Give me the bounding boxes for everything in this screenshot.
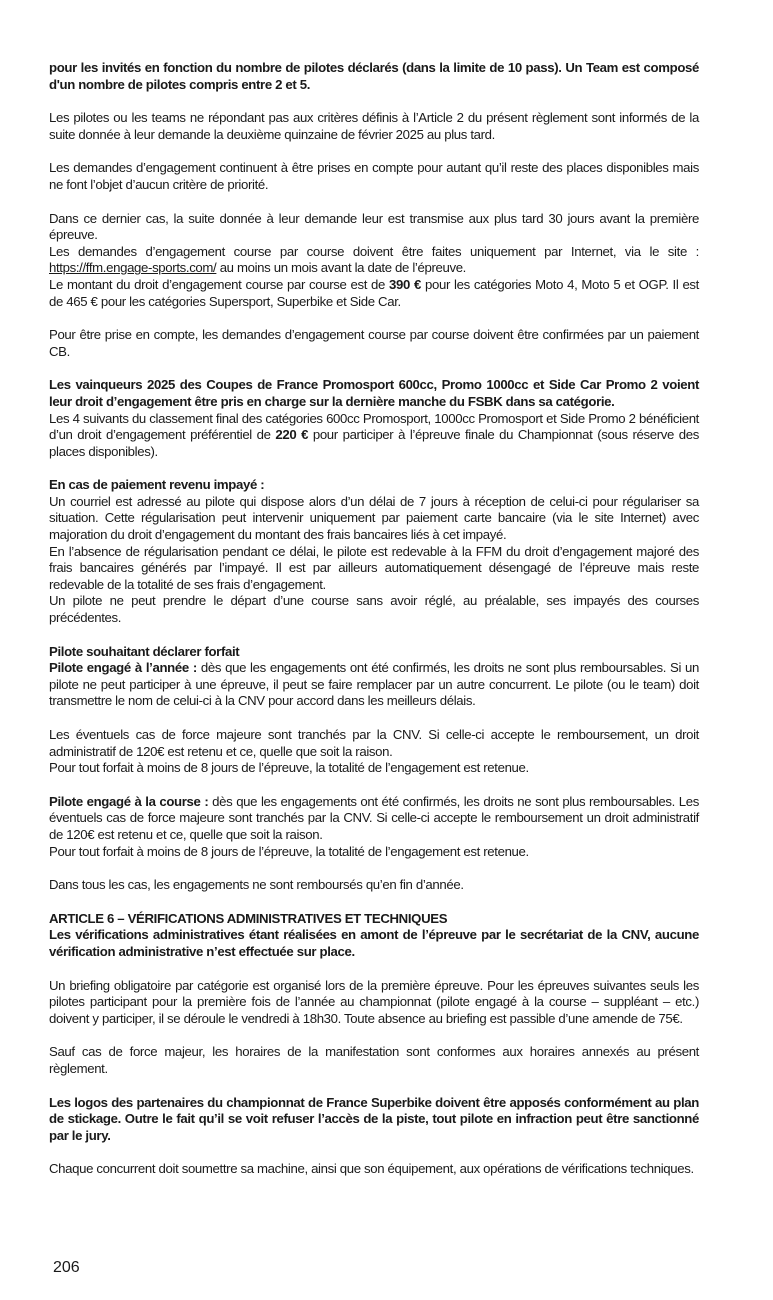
engage-sports-link[interactable]: https://ffm.engage-sports.com/ bbox=[49, 260, 217, 276]
preferential-fee-paragraph: Les 4 suivants du classement final des catégories 600cc Promosport, 1000cc Promosport et Side Promo 2 bénéficient d’un droit d’engagement préférentiel de 220 € pour participer à l’épreuve finale du Championnat (sous réserve des places disponibles). bbox=[49, 410, 699, 459]
unpaid-heading: En cas de paiement revenu impayé : bbox=[49, 477, 265, 493]
entry-fee-paragraph: Le montant du droit d’engagement course par course est de 390 € pour les catégories Moto 4, Moto 5 et OGP. Il est de 465 € pour les catégories Supersport, Superbike et Side Car. bbox=[49, 276, 699, 309]
unpaid-start-paragraph: Un pilote ne peut prendre le départ d’une course sans avoir réglé, au préalable, ses impayés des courses précédentes. bbox=[49, 593, 699, 626]
team-composition-paragraph: pour les invités en fonction du nombre de pilotes déclarés (dans la limite de 10 pass). Un Team est composé d'un nombre de pilotes compris entre 2 et 5. bbox=[49, 60, 699, 92]
document-body bbox=[49, 60, 699, 1178]
sponsor-logos-paragraph: Les logos des partenaires du championnat de France Superbike doivent être apposés conformément au plan de stickage. Outre le fait qu’il se voit refuser l’accès de la piste, tout pilote en infraction peut être sanctionné par le jury. bbox=[49, 1094, 699, 1143]
briefing-paragraph: Un briefing obligatoire par catégorie est organisé lors de la première épreuve. Pour les épreuves suivantes seuls les pilotes participant pour la première fois de l’année au championnat (pilote engagé à la course – suppléant – etc.) doivent y participer, il se déroule le vendredi à 18h30. Toute absence au briefing est passible d’une amende de 75€. bbox=[49, 977, 699, 1026]
online-registration-paragraph: Les demandes d’engagement course par course doivent être faites uniquement par Internet, via le site : https://ffm.engage-sports.com/ au moins un mois avant la date de l’épreuve. bbox=[49, 243, 699, 276]
annual-rider-paragraph: Pilote engagé à l’année : dès que les engagements ont été confirmés, les droits ne sont plus remboursables. Si un pilote ne peut participer à une épreuve, il peut se faire remplacer par un autre concurrent. Le pilote (ou le team) doit transmettre le nom de celui-ci à la CNV pour accord dans les meilleurs délais. bbox=[49, 660, 699, 709]
schedule-paragraph: Sauf cas de force majeur, les horaires de la manifestation sont conformes aux horaires annexés au présent règlement. bbox=[49, 1044, 699, 1076]
cup-winners-paragraph: Les vainqueurs 2025 des Coupes de France Promosport 600cc, Promo 1000cc et Side Car Promo 2 voient leur droit d’engagement être pris en charge sur la dernière manche du FSBK dans sa catégorie. bbox=[49, 377, 699, 409]
unpaid-email-paragraph: Un courriel est adressé au pilote qui dispose alors d’un délai de 7 jours à réception de celui-ci pour régulariser sa situation. Cette régularisation peut intervenir uniquement par paiement carte bancaire (via le site Internet) avec majoration du droit d’engagement du montant des frais bancaires liés à cet impayé. bbox=[49, 493, 699, 543]
page-number: 206 bbox=[53, 1259, 80, 1276]
entry-fee-price: 390 € bbox=[389, 276, 421, 292]
selection-criteria-paragraph: Les pilotes ou les teams ne répondant pas aux critères définis à l’Article 2 du présent règlement sont informés de la suite donnée à leur demande la deuxième quinzaine de février 2025 au plus tard. bbox=[49, 110, 699, 142]
technical-checks-paragraph: Chaque concurrent doit soumettre sa machine, ainsi que son équipement, aux opérations de vérifications techniques. bbox=[49, 1161, 694, 1177]
unpaid-penalty-paragraph: En l’absence de régularisation pendant ce délai, le pilote est redevable à la FFM du droit d’engagement majoré des frais bancaires générés par l’impayé. Il est par ailleurs automatiquement désengagé de l’épreuve mais reste redevable de la totalité de ses frais d’engagement. bbox=[49, 543, 699, 592]
force-majeure-paragraph: Les éventuels cas de force majeure sont tranchés par la CNV. Si celle-ci accepte le remboursement, un droit administratif de 120€ est retenu et ce, quelle que soit la raison. bbox=[49, 727, 699, 759]
pending-requests-paragraph: Les demandes d’engagement continuent à être prises en compte pour autant qu’il reste des places disponibles mais ne font l’objet d’aucun critère de priorité. bbox=[49, 160, 699, 192]
response-deadline-paragraph: Dans ce dernier cas, la suite donnée à leur demande leur est transmise aux plus tard 30 jours avant la première épreuve. bbox=[49, 210, 699, 243]
late-forfeit-paragraph: Pour tout forfait à moins de 8 jours de l’épreuve, la totalité de l’engagement est retenue. bbox=[49, 760, 529, 776]
refund-timing-paragraph: Dans tous les cas, les engagements ne sont remboursés qu’en fin d’année. bbox=[49, 877, 464, 893]
card-payment-paragraph: Pour être prise en compte, les demandes d’engagement course par course doivent être confirmées par un paiement CB. bbox=[49, 327, 699, 359]
article-6-title: ARTICLE 6 – VÉRIFICATIONS ADMINISTRATIVES ET TECHNIQUES bbox=[49, 910, 448, 926]
late-forfeit-race-paragraph: Pour tout forfait à moins de 8 jours de l’épreuve, la totalité de l’engagement est retenue. bbox=[49, 843, 529, 859]
admin-checks-paragraph: Les vérifications administratives étant réalisées en amont de l’épreuve par le secrétariat de la CNV, aucune vérification administrative n’est effectuée sur place. bbox=[49, 927, 699, 959]
preferential-fee-price: 220 € bbox=[275, 427, 309, 443]
race-rider-paragraph: Pilote engagé à la course : dès que les engagements ont été confirmés, les droits ne sont plus remboursables. Les éventuels cas de force majeure sont tranchés par la CNV. Si celle-ci accepte le remboursement un droit administratif de 120€ est retenu et ce, quelle que soit la raison. bbox=[49, 793, 699, 842]
forfeit-heading: Pilote souhaitant déclarer forfait bbox=[49, 643, 240, 659]
